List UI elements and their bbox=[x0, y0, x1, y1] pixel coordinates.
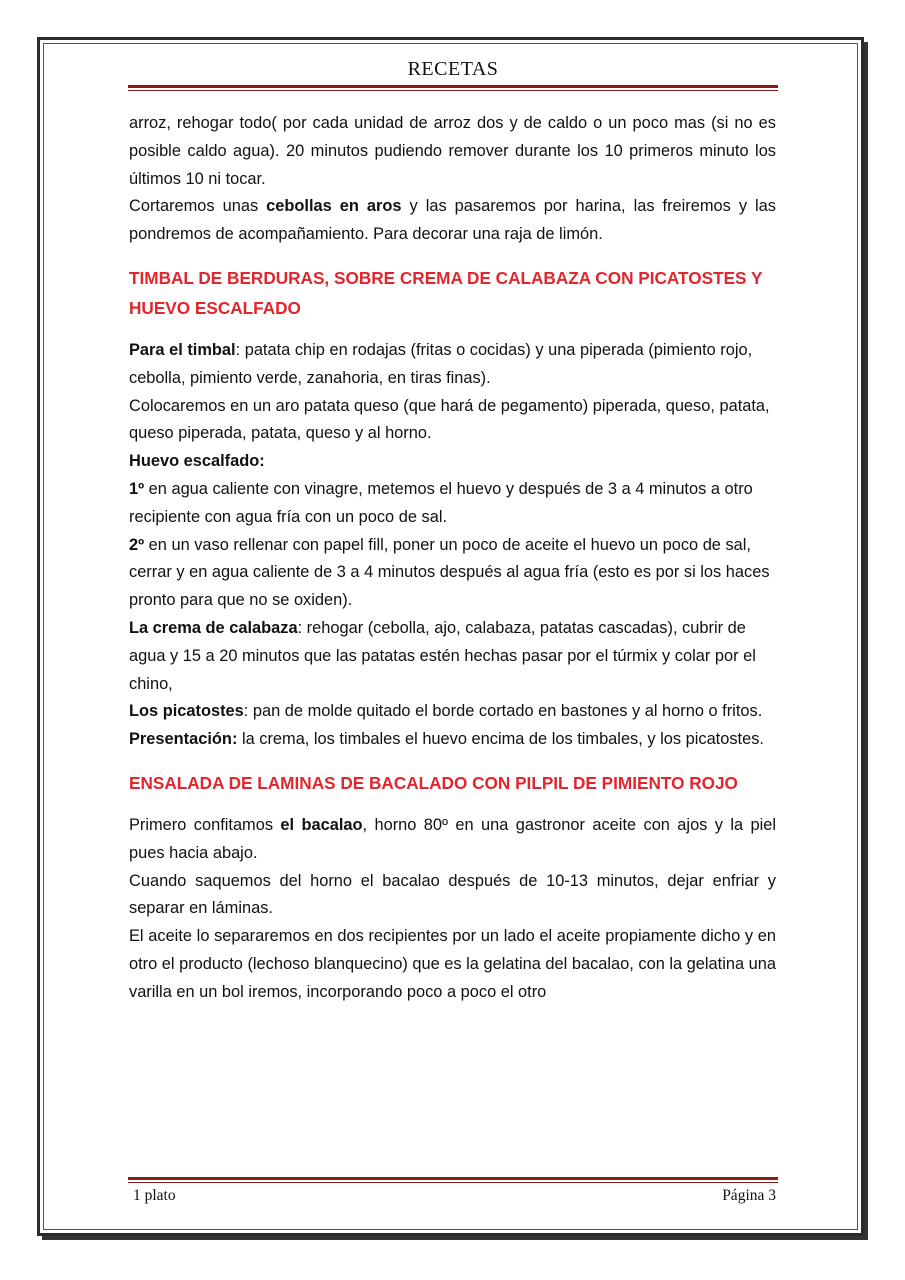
page-header-title: RECETAS bbox=[407, 58, 499, 80]
bold-term: el bacalao bbox=[280, 815, 363, 834]
intro-paragraph: arroz, rehogar todo( por cada unidad de arroz dos y de caldo o un poco mas (si no es posible caldo agua). 20 minutos pudiendo remover durante los 10 primeros minuto los últimos 10 ni tocar. bbox=[129, 114, 776, 188]
recipe-title-timbal: TIMBAL DE BERDURAS, SOBRE CREMA DE CALABAZA CON PICATOSTES Y HUEVO ESCALFADO bbox=[129, 267, 763, 318]
egg-step-1 bbox=[129, 476, 776, 532]
bold-term: cebollas en aros bbox=[266, 197, 402, 216]
text-run: , horno 80º en una gastronor aceite con ajos y la piel pues hacia abajo. bbox=[129, 815, 777, 862]
bold-term: Huevo escalfado: bbox=[129, 452, 265, 471]
text-run: : rehogar (cebolla, ajo, calabaza, patatas cascadas), cubrir de agua y 15 a 20 minutos que las patatas estén hechas pasar por el túrmix y colar por el chino, bbox=[129, 618, 756, 693]
bacalao-paragraph-3: El aceite lo separaremos en dos recipientes por un lado el aceite propiamente dicho y en otro el producto (lechoso blanquecino) que es la gelatina del bacalao, con la gelatina una varilla en un bol iremos, incorporando poco a poco el otro bbox=[129, 927, 776, 1001]
timbal-paragraph bbox=[129, 337, 776, 393]
bacalao-paragraph-2: Cuando saquemos del horno el bacalao después de 10-13 minutos, dejar enfriar y separar en láminas. bbox=[129, 871, 776, 918]
presentation-paragraph bbox=[129, 726, 776, 754]
document-body bbox=[129, 110, 776, 1007]
bold-term: Los picatostes bbox=[129, 702, 244, 721]
bold-term: La crema de calabaza bbox=[129, 618, 298, 637]
page-border-shadow-bottom bbox=[42, 1236, 868, 1240]
text-run: Cortaremos unas bbox=[129, 197, 267, 216]
egg-subheading bbox=[129, 448, 776, 476]
page-number: Página 3 bbox=[722, 1187, 776, 1204]
text-run: : pan de molde quitado el borde cortado en bastones y al horno o fritos. bbox=[243, 702, 763, 721]
page-border-shadow-right bbox=[864, 42, 868, 1239]
header-rule-thin bbox=[128, 90, 778, 91]
bold-term: Presentación: bbox=[129, 730, 238, 749]
egg-step-2 bbox=[129, 532, 776, 615]
text-run: la crema, los timbales el huevo encima de los timbales, y los picatostes. bbox=[237, 730, 764, 749]
step-number: 2º bbox=[129, 535, 145, 554]
bacalao-paragraph-1 bbox=[129, 812, 776, 868]
assembly-paragraph: Colocaremos en un aro patata queso (que hará de pegamento) piperada, queso, patata, queso piperada, patata, queso y al horno. bbox=[129, 396, 770, 443]
croutons-paragraph bbox=[129, 698, 776, 726]
footer-left-text: 1 plato bbox=[133, 1187, 176, 1204]
step-number: 1º bbox=[129, 479, 145, 498]
text-run: : patata chip en rodajas (fritas o cocidas) y una piperada (pimiento rojo, cebolla, pimiento verde, zanahoria, en tiras finas). bbox=[129, 340, 753, 387]
footer-rule-thick bbox=[128, 1177, 778, 1180]
text-run: en un vaso rellenar con papel fill, poner un poco de aceite el huevo un poco de sal, cerrar y en agua caliente de 3 a 4 minutos después al agua fría (esto es por si los haces pronto para que no se oxiden). bbox=[129, 535, 770, 610]
footer-rule-thin bbox=[128, 1182, 778, 1183]
text-run: Primero confitamos bbox=[129, 815, 281, 834]
text-run: y las pasaremos por harina, las freiremos y las pondremos de acompañamiento. Para decorar una raja de limón. bbox=[129, 197, 776, 244]
header-rule-thick bbox=[128, 85, 778, 88]
bold-term: Para el timbal bbox=[129, 340, 236, 359]
intro-onion-paragraph bbox=[129, 193, 776, 249]
recipe-title-bacalao: ENSALADA DE LAMINAS DE BACALADO CON PILPIL DE PIMIENTO ROJO bbox=[129, 772, 738, 793]
cream-paragraph bbox=[129, 615, 776, 698]
text-run: en agua caliente con vinagre, metemos el huevo y después de 3 a 4 minutos a otro recipiente con agua fría con un poco de sal. bbox=[129, 479, 753, 526]
